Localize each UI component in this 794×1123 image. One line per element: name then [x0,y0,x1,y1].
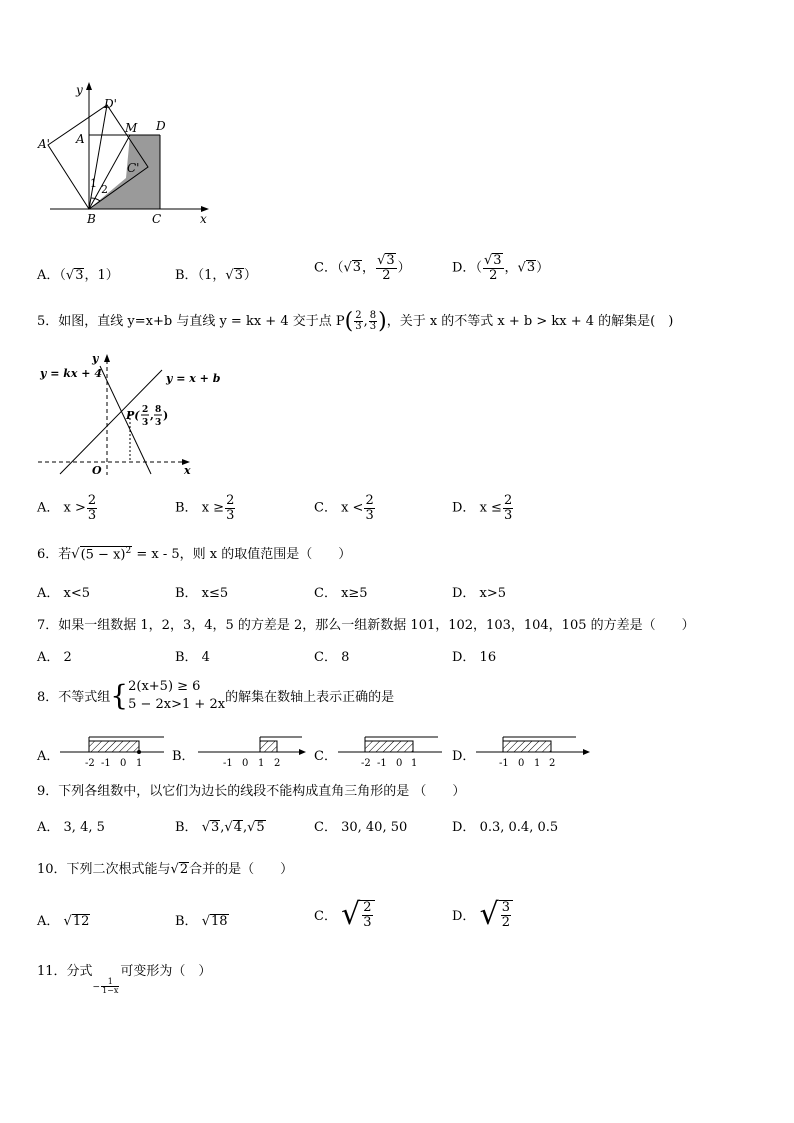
q4-option-a[interactable]: A．（√3，1） [37,268,119,283]
q10-option-c[interactable]: C． √ $\frac{2}{3}$ [314,897,375,932]
q4-option-d[interactable]: D．（ $\frac{√3}{2}$ ，√3） [452,253,550,284]
tick-d-2: 1 [534,758,541,769]
q5-stem: 5．如图，直线 y=x+b 与直线 y = kx + 4 交于点 P( $\frac{2}{3}$ , $\frac{8}{3}$ )，关于 x 的不等式 x + b > kx + 4 的解集是( ) [37,309,674,334]
tick-a-0: -2 [85,758,95,769]
q4-option-c[interactable]: C．（√3， $\frac{√3}{2}$ ） [314,253,411,284]
fig-label-2: 2 [101,183,108,196]
q6-stem: 6．若$√(5 - x)^2 = x - 5$，则 x 的取值范围是（ ） [37,545,352,562]
q8-ineq2: 5 − 2x>1 + 2x [128,696,226,712]
q5-graph [34,350,221,480]
tick-a-1: -1 [101,758,111,769]
q5-option-c[interactable]: C． x < $\frac{2}{3}$ [314,493,374,523]
graph-label-pyn: 8 [155,405,162,415]
graph-label-comma: , [150,409,154,422]
q7-option-a[interactable]: A． 2 [37,650,72,665]
fig-label-b: B [87,212,96,226]
fig-label-1: 1 [90,177,97,190]
tick-c-1: -1 [377,758,387,769]
tick-d-3: 2 [549,758,556,769]
q8-option-d-numberline[interactable] [476,733,594,769]
q5-option-d[interactable]: D． x ≤ $\frac{2}{3}$ [452,493,513,523]
q8-option-d-label[interactable]: D． [452,749,476,764]
tick-c-2: 0 [396,758,403,769]
q8-option-a-numberline[interactable] [60,733,170,769]
tick-b-0: -1 [223,758,233,769]
q11-stem: 11．分式− $\frac{1}{1-x}$ 可变形为（ ） [37,964,212,995]
graph-label-o: O [92,464,102,477]
graph-label-pxn: 2 [142,405,149,415]
fig-label-d: D [156,119,166,133]
tick-c-3: 1 [411,758,418,769]
graph-label-line2: y = x + b [166,372,221,385]
q7-option-b[interactable]: B． 4 [175,650,210,665]
tick-b-3: 2 [274,758,281,769]
tick-d-0: -1 [499,758,509,769]
tick-a-2: 0 [120,758,127,769]
fig-label-aprime: A' [38,137,50,151]
q8-option-b-numberline[interactable] [198,733,308,769]
fig-label-a: A [76,132,85,146]
graph-label-y: y [92,352,99,365]
q7-stem: 7．如果一组数据 1，2，3，4，5 的方差是 2，那么一组新数据 101，102，103，104，105 的方差是（ ） [37,618,695,633]
q8-option-c-numberline[interactable] [338,733,448,769]
q7-option-c[interactable]: C． 8 [314,650,350,665]
q6-option-c[interactable]: C． x≥5 [314,586,368,601]
q5-option-a[interactable]: A． x > $\frac{2}{3}$ [37,493,97,523]
q9-option-a[interactable]: A． 3, 4, 5 [37,820,105,835]
q10-option-b[interactable]: B． √18 [175,914,228,929]
fig-label-x: x [200,212,207,226]
graph-label-pxd: 3 [142,418,149,428]
q8-option-b-label[interactable]: B． [172,749,195,764]
q9-option-d[interactable]: D． 0.3, 0.4, 0.5 [452,820,559,835]
q5-option-b[interactable]: B． x ≥ $\frac{2}{3}$ [175,493,235,523]
q8-ineq1: 2(x+5) ≥ 6 [128,679,201,694]
tick-b-1: 0 [242,758,249,769]
q6-option-a[interactable]: A． x<5 [37,586,91,601]
fig-label-c: C [152,212,162,226]
q10-option-a[interactable]: A． √12 [37,914,90,929]
q8-option-a-label[interactable]: A． [37,749,60,764]
tick-a-3: 1 [136,758,143,769]
fig-label-cprime: C' [127,161,140,175]
fig-label-m: M [125,121,138,135]
graph-label-close: ) [163,409,169,422]
graph-label-p: P( [126,409,140,422]
q9-option-b[interactable]: B． √3,√4,√5 [175,820,265,835]
q8-stem: 8．不等式组{ 2(x+5) ≥ 6 5 − 2x>1 + 2x 的解集在数轴上表示正确的是 [37,679,395,713]
graph-label-x: x [184,464,191,477]
q4-figure [30,78,220,228]
q9-option-c[interactable]: C． 30, 40, 50 [314,820,408,835]
q10-option-d[interactable]: D． √ $\frac{3}{2}$ [452,897,513,932]
q8-option-c-label[interactable]: C． [314,749,337,764]
graph-label-pyd: 3 [155,418,162,428]
q7-option-d[interactable]: D． 16 [452,650,497,665]
q6-option-d[interactable]: D． x>5 [452,586,507,601]
q6-option-b[interactable]: B． x≤5 [175,586,229,601]
tick-b-2: 1 [258,758,265,769]
graph-label-line1: y = kx + 4 [40,367,102,380]
tick-d-1: 0 [518,758,525,769]
tick-c-0: -2 [361,758,371,769]
fig-label-dprime: D' [104,97,117,111]
q10-stem: 10．下列二次根式能与√2合并的是（ ） [37,862,294,877]
q4-option-b[interactable]: B．（1，√3） [175,268,257,283]
q9-stem: 9．下列各组数中，以它们为边长的线段不能构成直角三角形的是 （ ） [37,784,466,799]
fig-label-y: y [76,83,83,97]
